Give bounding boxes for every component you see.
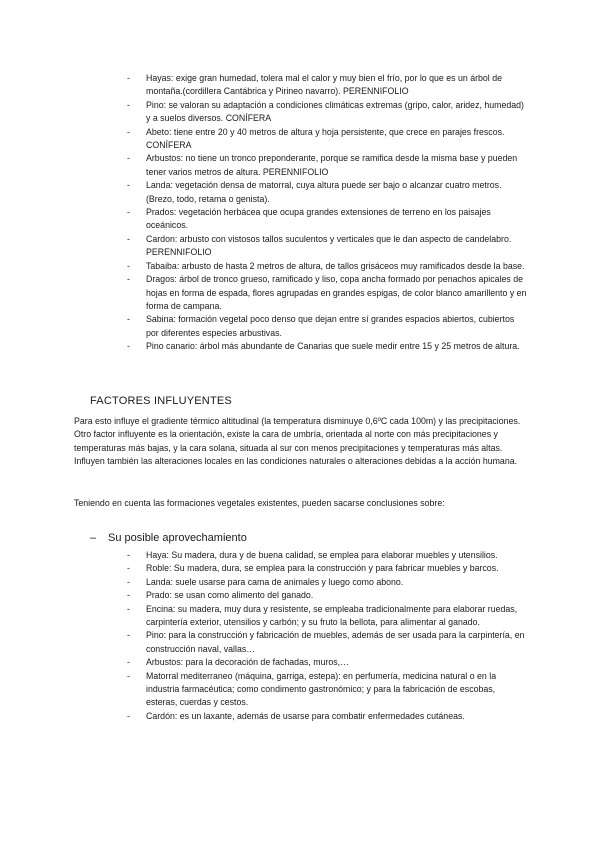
list-item: - Pino canario: árbol más abundante de Canarias que suele medir entre 15 y 25 metros de altura.: [127, 340, 527, 353]
list-item: - Haya: Su madera, dura y de buena calidad, se emplea para elaborar muebles y utensilios.: [127, 549, 527, 562]
list-item: - Prado: se usan como alimento del ganado.: [127, 589, 527, 602]
vegetation-species-list: [127, 72, 527, 354]
conclusions-intro-paragraph: Teniendo en cuenta las formaciones vegetales existentes, pueden sacarse conclusiones sobre:: [74, 498, 445, 508]
section-heading: FACTORES INFLUYENTES: [90, 395, 232, 407]
list-item: - Abeto: tiene entre 20 y 40 metros de altura y hoja persistente, que crece en parajes frescos. CONÍFERA: [127, 126, 527, 153]
list-item: - Cardon: arbusto con vistosos tallos suculentos y verticales que le dan aspecto de candelabro. PERENNIFOLIO: [127, 233, 527, 260]
list-item: - Encina: su madera, muy dura y resistente, se empleaba tradicionalmente para elaborar ruedas, carpintería exterior, utensilios y carbón; y su fruto la bellota, para alimentar al ganado.: [127, 603, 527, 630]
factors-paragraph: Para esto influye el gradiente térmico altitudinal (la temperatura disminuye 0,6ºC cada 100m) y las precipitaciones. Otro factor influyente es la orientación, existe la cara de umbría, orientada al norte con más precipitaciones y temperaturas más bajas, y la cara solana, situada al sur con menos precipitaciones y temperaturas más altas. Influyen también las alteraciones locales en las condiciones naturales o alteraciones debidas a la acción humana.: [74, 416, 521, 467]
list-item: - Arbustos: para la decoración de fachadas, muros,…: [127, 656, 527, 669]
list-item: - Matorral mediterraneo (máquina, garriga, estepa): en perfumería, medicina natural o en la industria farmacéutica; como condimento gastronómico; y para la fabricación de escobas, esteras, cuerdas y cestos.: [127, 670, 527, 710]
list-item: - Pino: para la construcción y fabricación de muebles, además de ser usada para la carpintería, en construcción naval, vallas…: [127, 629, 527, 656]
subsection-heading-text: Su posible aprovechamiento: [108, 532, 247, 544]
list-item: - Tabaiba: arbusto de hasta 2 metros de altura, de tallos grisáceos muy ramificados desde la base.: [127, 260, 527, 273]
uses-list: [127, 549, 527, 723]
list-item: - Roble: Su madera, dura, se emplea para la construcción y para fabricar muebles y barcos.: [127, 562, 527, 575]
list-item: - Cardón: es un laxante, además de usarse para combatir enfermedades cutáneas.: [127, 710, 527, 723]
list-item: - Dragos: árbol de tronco grueso, ramificado y liso, copa ancha formado por penachos apicales de hojas en forma de espada, flores agrupadas en grandes espigas, de color blanco amarillento y en forma de campana.: [127, 273, 527, 313]
list-item: - Pino: se valoran su adaptación a condiciones climáticas extremas (gripo, calor, aridez, humedad) y a suelos diversos. CONÍFERA: [127, 99, 527, 126]
list-item: - Hayas: exige gran humedad, tolera mal el calor y muy bien el frío, por lo que es un árbol de montaña.(cordillera Cantábrica y Pirineo navarro). PERENNIFOLIO: [127, 72, 527, 99]
list-item: - Sabina: formación vegetal poco denso que dejan entre sí grandes espacios abiertos, cubiertos por diferentes especies arbustivas.: [127, 313, 527, 340]
list-item: - Landa: vegetación densa de matorral, cuya altura puede ser bajo o alcanzar cuatro metros. (Brezo, todo, retama o genista).: [127, 179, 527, 206]
list-item: - Prados: vegetación herbácea que ocupa grandes extensiones de terreno en los paisajes oceánicos.: [127, 206, 527, 233]
list-item: - Landa: suele usarse para cama de animales y luego como abono.: [127, 576, 527, 589]
dash-bullet: –: [90, 532, 97, 544]
list-item: - Arbustos: no tiene un tronco preponderante, porque se ramifica desde la misma base y pueden tener varios metros de altura. PERENNIFOLIO: [127, 152, 527, 179]
subsection-heading: [90, 532, 247, 544]
